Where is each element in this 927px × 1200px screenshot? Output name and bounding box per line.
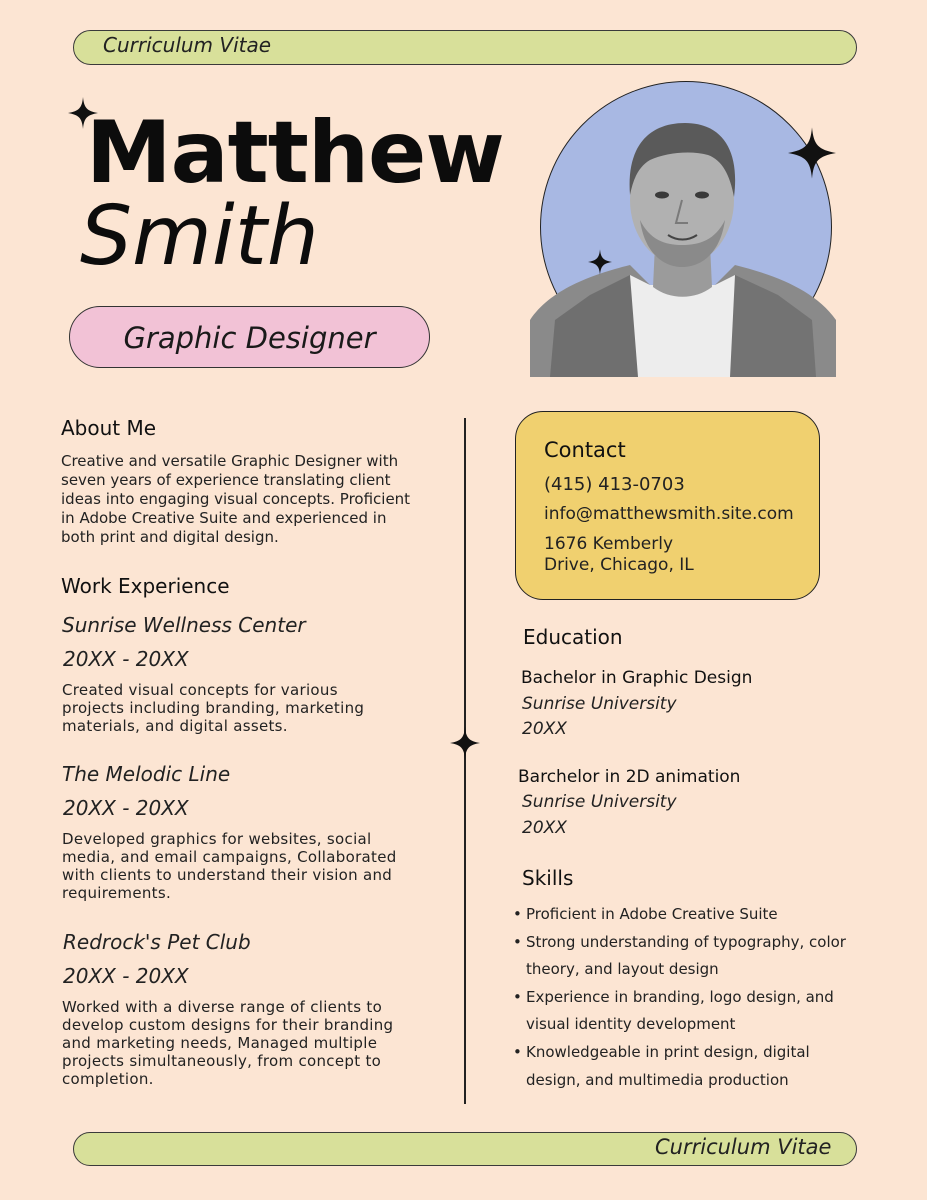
job-company: The Melodic Line [62,762,231,786]
education-degree: Barchelor in 2D animation [518,767,741,787]
sparkle-star-icon [450,727,480,759]
education-title: Education [523,625,623,649]
about-title: About Me [61,416,157,440]
skill-text: Experience in branding, logo design, and [526,987,834,1006]
about-line: in Adobe Creative Suite and experienced in [61,509,387,527]
job-description-line: projects simultaneously, from concept to [62,1052,382,1070]
job-description-line: Developed graphics for websites, social [62,830,372,848]
job-description-line: media, and email campaigns, Collaborated [62,848,397,866]
skill-text: Strong understanding of typography, color [526,932,846,951]
job-dates: 20XX - 20XX [63,796,189,820]
job-company: Sunrise Wellness Center [62,613,306,637]
job-description [62,681,457,735]
bullet-icon: • [513,932,522,951]
column-divider [464,418,466,1104]
job-dates: 20XX - 20XX [63,647,189,671]
skill-item [513,984,858,1012]
skill-item [513,1039,858,1067]
job-description-line: projects including branding, marketing [62,699,365,717]
job-description-line: and marketing needs, Managed multiple [62,1034,378,1052]
skill-text: Proficient in Adobe Creative Suite [526,905,778,923]
first-name: Matthew [86,103,504,203]
skills-title: Skills [522,866,574,890]
contact-address-line: 1676 Kemberly [544,534,674,554]
job-description-line: Worked with a diverse range of clients to [62,998,383,1016]
skill-text: visual identity development [526,1015,736,1034]
education-degree: Bachelor in Graphic Design [521,668,753,688]
role-badge [69,306,430,368]
job-description [62,830,457,902]
skill-item-continued [513,1011,858,1039]
job-description-line: with clients to understand their vision and [62,866,393,884]
contact-address-line: Drive, Chicago, IL [544,555,694,575]
about-text [61,452,451,547]
job-description [62,998,457,1088]
contact-phone: (415) 413-0703 [544,474,685,495]
about-line: Creative and versatile Graphic Designer with [61,452,399,470]
job-description-line: develop custom designs for their branding [62,1016,394,1034]
education-year: 20XX [522,818,567,838]
work-title: Work Experience [61,574,230,598]
skill-text: design, and multimedia production [526,1070,789,1089]
about-line: ideas into engaging visual concepts. Proficient [61,490,411,508]
sparkle-star-icon [588,249,612,275]
about-line: both print and digital design. [61,528,279,546]
job-description-line: materials, and digital assets. [62,717,288,735]
job-dates: 20XX - 20XX [63,964,189,988]
about-line: seven years of experience translating client [61,471,391,489]
contact-email[interactable]: info@matthewsmith.site.com [544,504,794,524]
job-description-line: requirements. [62,884,172,902]
contact-card [515,411,820,600]
role-title: Graphic Designer [123,321,376,355]
job-description-line: Created visual concepts for various [62,681,338,699]
sparkle-star-icon [788,127,836,179]
skill-text: Knowledgeable in print design, digital [526,1042,810,1061]
bullet-icon: • [513,905,522,923]
skill-text: theory, and layout design [526,960,719,979]
skill-item [513,929,858,957]
job-description-line: completion. [62,1070,154,1088]
contact-title: Contact [544,438,626,462]
skills-list [513,901,858,1094]
last-name: Smith [80,189,319,284]
job-company: Redrock's Pet Club [63,930,251,954]
footer-cv-label: Curriculum Vitae [655,1135,832,1159]
header-cv-label: Curriculum Vitae [103,33,272,57]
skill-item-continued [513,956,858,984]
skill-item [513,901,858,929]
bullet-icon: • [513,1042,522,1061]
bullet-icon: • [513,987,522,1006]
education-school: Sunrise University [522,694,677,714]
education-year: 20XX [522,719,567,739]
education-school: Sunrise University [522,792,677,812]
skill-item-continued [513,1067,858,1095]
